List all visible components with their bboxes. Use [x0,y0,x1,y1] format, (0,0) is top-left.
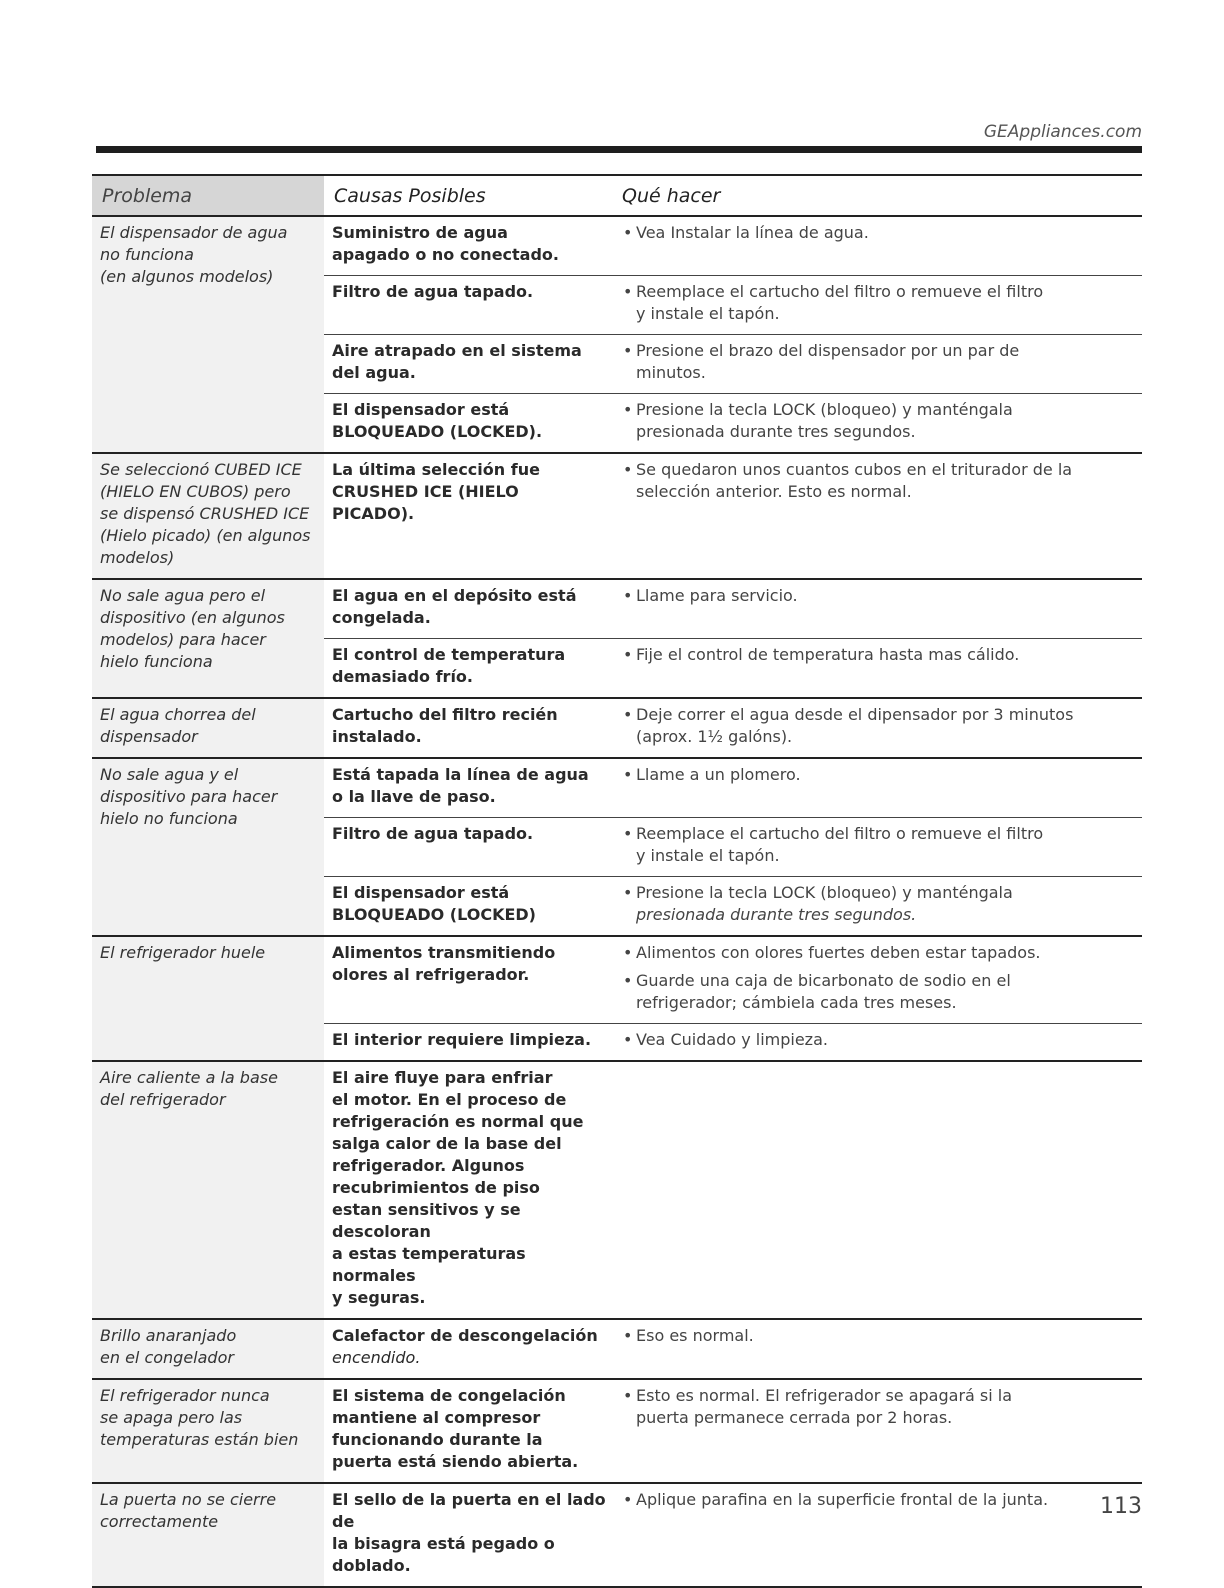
action-bullet [622,942,1134,964]
problem-cell [92,579,324,698]
todo-cell [614,698,1142,758]
action-text: Reemplace el cartucho del filtro o remueve el filtro y instale el tapón. [636,824,1044,865]
table-row [92,1379,1142,1483]
action-text: Deje correr el agua desde el dipensador por 3 minutos (aprox. 1½ galóns). [636,705,1074,746]
action-text: Alimentos con olores fuertes deben estar tapados. [636,943,1041,962]
cause-cell [324,1319,614,1379]
cause-note: encendido. [332,1348,421,1367]
column-header-todo: Qué hacer [614,175,1142,216]
cause-text: El aire fluye para enfriar el motor. En el proceso de refrigeración es normal que salga calor de la base del refrigerador. Algunos recubrimientos de piso estan sensitivos y se descoloran a estas temperaturas normales y seguras. [332,1068,584,1307]
table-header-row [92,175,1142,216]
cause-cell [324,936,614,1024]
table-row [92,1061,1142,1319]
problem-cell [92,1483,324,1587]
cause-text: El interior requiere limpieza. [332,1030,592,1049]
table-row [92,1319,1142,1379]
action-text: Reemplace el cartucho del filtro o remueve el filtro y instale el tapón. [636,282,1044,323]
table-row [92,579,1142,639]
action-text: Presione la tecla LOCK (bloqueo) y manténgala presionada durante tres segundos. [636,400,1013,441]
todo-cell [614,936,1142,1024]
problem-cell [92,453,324,579]
cause-cell [324,453,614,579]
table-row [92,936,1142,1024]
site-url: GEAppliances.com [983,122,1142,142]
header-rule [96,146,1142,153]
cause-text: Aire atrapado en el sistema del agua. [332,341,582,382]
todo-cell [614,1379,1142,1483]
problem-text: El refrigerador nunca se apaga pero las temperaturas están bien [100,1386,299,1449]
table-row [92,758,1142,818]
todo-cell [614,877,1142,937]
cause-cell [324,394,614,454]
cause-cell [324,818,614,877]
action-bullet [622,882,1134,926]
action-bullet [622,704,1134,748]
problem-text: No sale agua y el dispositivo para hacer hielo no funciona [100,765,278,828]
action-text: Se quedaron unos cuantos cubos en el triturador de la selección anterior. Esto es normal. [636,460,1073,501]
action-text: Llame para servicio. [636,586,798,605]
cause-text: El dispensador está BLOQUEADO (LOCKED) [332,883,536,924]
bullet-icon: • [623,883,633,902]
page-number: 113 [1100,1494,1142,1519]
bullet-icon: • [623,400,633,419]
problem-text: La puerta no se cierre correctamente [100,1490,277,1531]
todo-cell [614,758,1142,818]
todo-cell [614,1483,1142,1587]
action-text: Guarde una caja de bicarbonato de sodio en el refrigerador; cámbiela cada tres meses. [636,971,1011,1012]
cause-cell [324,335,614,394]
cause-text: El dispensador está BLOQUEADO (LOCKED). [332,400,543,441]
cause-cell [324,639,614,699]
action-bullet [622,823,1134,867]
cause-cell [324,877,614,937]
action-bullet [622,764,1134,786]
action-text: Esto es normal. El refrigerador se apagará si la puerta permanece cerrada por 2 horas. [636,1386,1013,1427]
action-bullet [622,281,1134,325]
problem-cell [92,1319,324,1379]
cause-cell [324,1024,614,1062]
bullet-icon: • [623,586,633,605]
problem-cell [92,698,324,758]
cause-cell [324,276,614,335]
problem-text: Brillo anaranjado en el congelador [100,1326,237,1367]
cause-cell [324,579,614,639]
action-text: Vea Cuidado y limpieza. [636,1030,828,1049]
bullet-icon: • [623,282,633,301]
cause-cell [324,698,614,758]
todo-cell [614,818,1142,877]
action-bullet [622,1325,1134,1347]
troubleshooting-table [92,174,1142,1588]
action-bullet [622,399,1134,443]
action-bullet [622,970,1134,1014]
table-row [92,698,1142,758]
problem-text: El dispensador de agua no funciona (en algunos modelos) [100,223,288,286]
problem-cell [92,758,324,936]
cause-text: El sistema de congelación mantiene al compresor funcionando durante la puerta está siendo abierta. [332,1386,579,1471]
bullet-icon: • [623,1386,633,1405]
action-note: presionada durante tres segundos. [636,905,917,924]
bullet-icon: • [623,223,633,242]
problem-text: El agua chorrea del dispensador [100,705,256,746]
action-text: Vea Instalar la línea de agua. [636,223,869,242]
action-bullet [622,340,1134,384]
bullet-icon: • [623,705,633,724]
bullet-icon: • [623,824,633,843]
problem-cell [92,936,324,1061]
action-text: Aplique parafina en la superficie frontal de la junta. [636,1490,1049,1509]
cause-text: El agua en el depósito está congelada. [332,586,577,627]
cause-text: Está tapada la línea de agua o la llave de paso. [332,765,589,806]
table-row [92,453,1142,579]
cause-text: El sello de la puerta en el lado de la bisagra está pegado o doblado. [332,1490,606,1575]
column-header-problem: Problema [92,175,324,216]
action-bullet [622,585,1134,607]
action-text: Eso es normal. [636,1326,754,1345]
action-bullet [622,1385,1134,1429]
todo-cell [614,453,1142,579]
action-bullet [622,459,1134,503]
action-text: Llame a un plomero. [636,765,801,784]
todo-cell [614,276,1142,335]
bullet-icon: • [623,645,633,664]
action-bullet [622,1029,1134,1051]
cause-cell [324,1483,614,1587]
table-body [92,216,1142,1587]
problem-cell [92,1061,324,1319]
cause-cell [324,1379,614,1483]
bullet-icon: • [623,943,633,962]
bullet-icon: • [623,1326,633,1345]
cause-text: Calefactor de descongelación [332,1326,598,1345]
action-bullet [622,222,1134,244]
bullet-icon: • [623,765,633,784]
bullet-icon: • [623,460,633,479]
todo-cell [614,1319,1142,1379]
todo-cell [614,639,1142,699]
bullet-icon: • [623,971,633,990]
problem-text: Aire caliente a la base del refrigerador [100,1068,278,1109]
todo-cell [614,394,1142,454]
todo-cell [614,335,1142,394]
todo-cell [614,1061,1142,1319]
bullet-icon: • [623,1490,633,1509]
cause-text: La última selección fue CRUSHED ICE (HIELO PICADO). [332,460,540,523]
todo-cell [614,579,1142,639]
cause-text: Alimentos transmitiendo olores al refrigerador. [332,943,556,984]
action-text: Presione la tecla LOCK (bloqueo) y manténgala [636,883,1013,902]
cause-cell [324,758,614,818]
problem-text: El refrigerador huele [100,943,266,962]
table-row [92,1483,1142,1587]
problem-text: No sale agua pero el dispositivo (en algunos modelos) para hacer hielo funciona [100,586,285,671]
action-text: Presione el brazo del dispensador por un par de minutos. [636,341,1020,382]
cause-text: El control de temperatura demasiado frío. [332,645,566,686]
cause-cell [324,216,614,276]
problem-cell [92,1379,324,1483]
problem-text: Se seleccionó CUBED ICE (HIELO EN CUBOS) pero se dispensó CRUSHED ICE (Hielo picado) (en algunos modelos) [100,460,311,567]
action-bullet [622,1489,1134,1511]
todo-cell [614,216,1142,276]
cause-text: Suministro de agua apagado o no conectado. [332,223,559,264]
bullet-icon: • [623,341,633,360]
todo-cell [614,1024,1142,1062]
action-bullet [622,644,1134,666]
cause-cell [324,1061,614,1319]
bullet-icon: • [623,1030,633,1049]
action-text: Fije el control de temperatura hasta mas cálido. [636,645,1020,664]
problem-cell [92,216,324,453]
cause-text: Filtro de agua tapado. [332,824,534,843]
table-row [92,216,1142,276]
cause-text: Filtro de agua tapado. [332,282,534,301]
cause-text: Cartucho del filtro recién instalado. [332,705,558,746]
column-header-causes: Causas Posibles [324,175,614,216]
